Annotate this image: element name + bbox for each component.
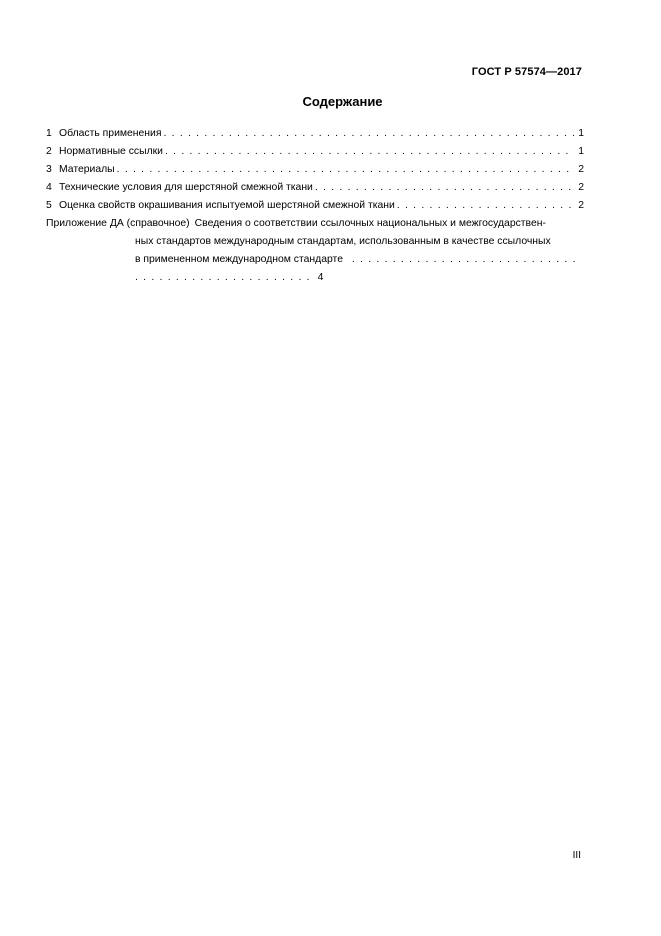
dot-leader — [315, 179, 574, 197]
toc-item-title: Область применения — [59, 128, 162, 139]
appendix-title-line: ных стандартов международным стандартам, использованным в качестве ссылочных — [135, 236, 551, 247]
toc-item-number: 5 — [46, 200, 52, 211]
toc-item-number: 4 — [46, 182, 52, 193]
toc-item-page: 1 — [578, 128, 584, 139]
dot-leader — [397, 197, 574, 215]
toc-item-title: Материалы — [59, 164, 115, 175]
dot-leader — [165, 143, 574, 161]
appendix-title-line: в примененном международном стандарте — [135, 254, 343, 265]
toc-title: Содержание — [302, 94, 383, 109]
toc-item-page: 1 — [578, 146, 584, 157]
toc-item-title: Нормативные ссылки — [59, 146, 163, 157]
dot-leader — [117, 161, 575, 179]
toc-item-page: 2 — [578, 164, 584, 175]
toc-item-number: 2 — [46, 146, 52, 157]
table-of-contents — [46, 125, 584, 287]
toc-item-page: 4 — [317, 272, 324, 283]
toc-item-technical-conditions[interactable] — [46, 179, 584, 197]
appendix-title-line: Сведения о соответствии ссылочных национальных и межгосударствен- — [194, 218, 546, 229]
toc-item-evaluation[interactable] — [46, 197, 584, 215]
page-number: III — [572, 850, 581, 861]
document-code: ГОСТ Р 57574—2017 — [471, 66, 582, 78]
appendix-last-line — [135, 251, 584, 287]
toc-item-scope[interactable] — [46, 125, 584, 143]
appendix-title — [195, 215, 584, 233]
toc-item-materials[interactable] — [46, 161, 584, 179]
toc-item-title: Оценка свойств окрашивания испытуемой шерстяной смежной ткани — [59, 200, 395, 211]
toc-item-page: 2 — [578, 182, 584, 193]
dot-leader — [163, 125, 574, 143]
appendix-continuation — [46, 233, 584, 287]
appendix-label: Приложение ДА (справочное) — [46, 218, 190, 229]
toc-item-page: 2 — [578, 200, 584, 211]
toc-item-number: 3 — [46, 164, 52, 175]
toc-item-title: Технические условия для шерстяной смежной ткани — [59, 182, 313, 193]
toc-item-normative-references[interactable] — [46, 143, 584, 161]
toc-item-appendix[interactable] — [46, 215, 584, 233]
toc-item-number: 1 — [46, 128, 52, 139]
